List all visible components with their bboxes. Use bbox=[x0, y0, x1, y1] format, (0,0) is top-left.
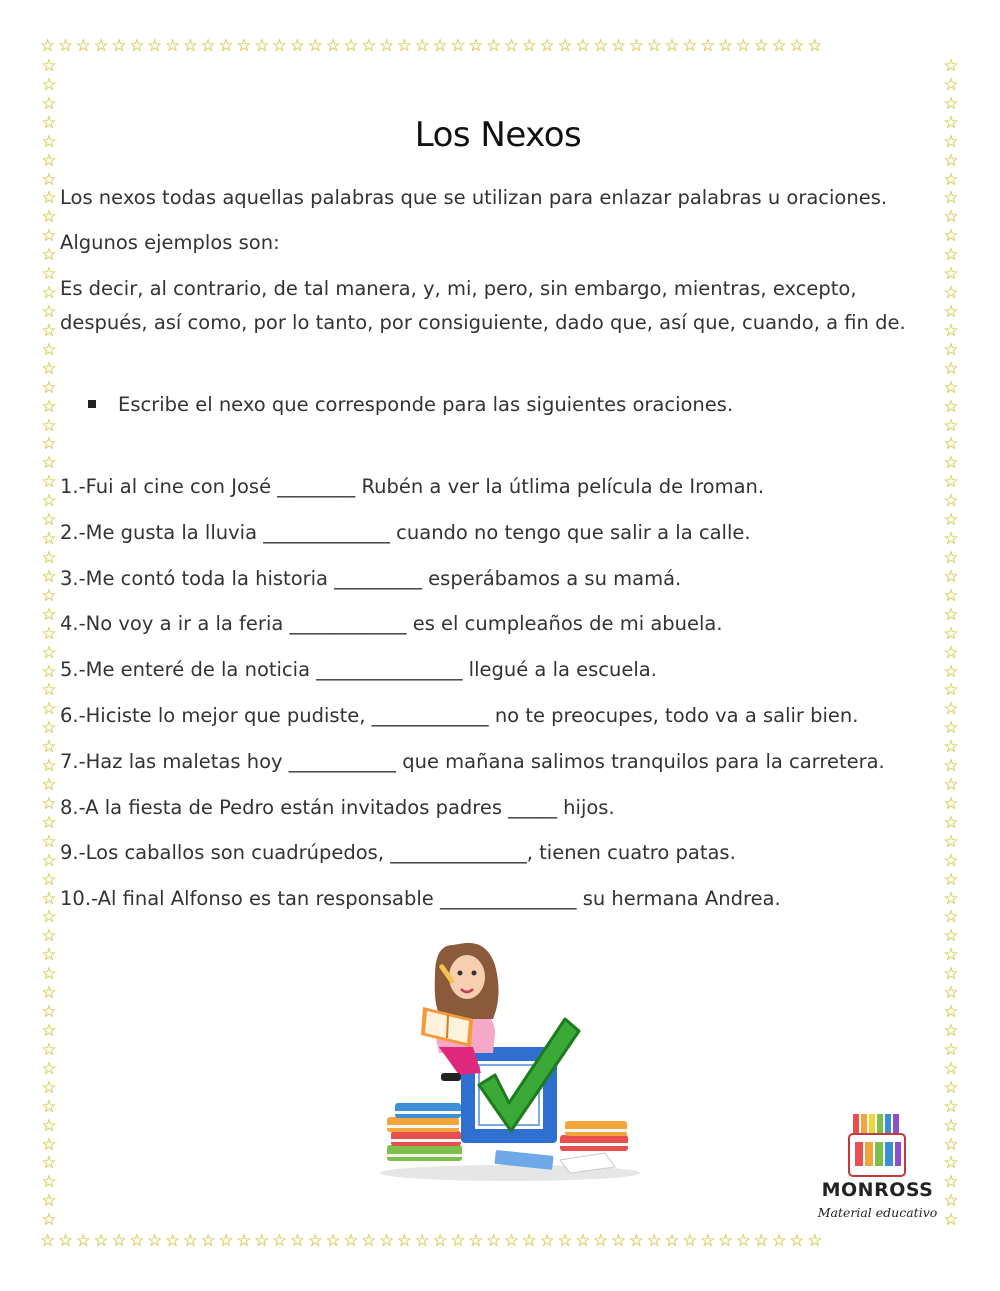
star-icon: ☆ bbox=[943, 283, 959, 304]
star-icon: ☆ bbox=[41, 377, 57, 398]
logo-subtitle: Material educativo bbox=[817, 1205, 938, 1220]
star-icon: ☆ bbox=[41, 926, 57, 947]
examples-heading: Algunos ejemplos son: bbox=[60, 231, 280, 254]
star-icon: ☆ bbox=[41, 718, 57, 739]
star-icon: ☆ bbox=[943, 699, 959, 720]
star-icon: ☆ bbox=[943, 245, 959, 266]
star-icon: ☆ bbox=[41, 1115, 57, 1136]
instruction-item bbox=[88, 393, 733, 416]
star-icon: ☆ bbox=[943, 793, 959, 814]
star-icon: ☆ bbox=[943, 850, 959, 871]
star-icon: ☆ bbox=[41, 983, 57, 1004]
star-icon: ☆ bbox=[41, 1021, 57, 1042]
star-icon: ☆ bbox=[943, 585, 959, 606]
star-icon: ☆ bbox=[943, 604, 959, 625]
star-icon: ☆ bbox=[943, 207, 959, 228]
star-icon: ☆ bbox=[943, 112, 959, 133]
sentence-item: 4.-No voy a ir a la feria ____________ es el cumpleaños de mi abuela. bbox=[60, 612, 723, 636]
star-icon: ☆ bbox=[41, 396, 57, 417]
star-icon: ☆ bbox=[41, 831, 57, 852]
star-icon: ☆ bbox=[943, 1115, 959, 1136]
star-icon: ☆ bbox=[41, 188, 57, 209]
star-icon: ☆ bbox=[943, 1058, 959, 1079]
star-icon: ☆ bbox=[943, 396, 959, 417]
star-icon: ☆ bbox=[41, 585, 57, 606]
star-icon: ☆ bbox=[943, 812, 959, 833]
star-icon: ☆ bbox=[943, 150, 959, 171]
star-icon: ☆ bbox=[41, 112, 57, 133]
star-icon: ☆ bbox=[41, 775, 57, 796]
star-icon: ☆ bbox=[41, 642, 57, 663]
star-icon: ☆ bbox=[943, 58, 959, 76]
colored-pencils-icon bbox=[815, 1112, 940, 1182]
star-icon: ☆ bbox=[41, 623, 57, 644]
star-icon: ☆ bbox=[41, 58, 57, 76]
star-icon: ☆ bbox=[943, 1096, 959, 1117]
star-icon: ☆ bbox=[41, 415, 57, 436]
star-icon: ☆ bbox=[41, 547, 57, 568]
star-icon: ☆ bbox=[41, 131, 57, 152]
star-icon: ☆ bbox=[41, 793, 57, 814]
star-icon: ☆ bbox=[943, 775, 959, 796]
star-icon: ☆ bbox=[41, 472, 57, 493]
star-icon: ☆ bbox=[943, 831, 959, 852]
star-icon: ☆ bbox=[41, 888, 57, 909]
star-icon: ☆ bbox=[943, 926, 959, 947]
star-icon: ☆ bbox=[943, 642, 959, 663]
teacher-illustration bbox=[375, 935, 645, 1185]
star-border-top: ☆☆☆☆☆☆☆☆☆☆☆☆☆☆☆☆☆☆☆☆☆☆☆☆☆☆☆☆☆☆☆☆☆☆☆☆☆☆☆☆☆☆☆☆ bbox=[40, 38, 825, 56]
star-icon: ☆ bbox=[943, 756, 959, 777]
star-icon: ☆ bbox=[943, 188, 959, 209]
star-icon: ☆ bbox=[943, 1077, 959, 1098]
star-icon: ☆ bbox=[41, 945, 57, 966]
star-icon: ☆ bbox=[41, 207, 57, 228]
star-icon: ☆ bbox=[943, 472, 959, 493]
star-icon: ☆ bbox=[943, 869, 959, 890]
sentence-item: 7.-Haz las maletas hoy ___________ que mañana salimos tranquilos para la carretera. bbox=[60, 749, 885, 773]
star-icon: ☆ bbox=[41, 226, 57, 247]
star-icon: ☆ bbox=[943, 566, 959, 587]
star-icon: ☆ bbox=[41, 1134, 57, 1155]
star-icon: ☆ bbox=[41, 964, 57, 985]
sentence-item: 5.-Me enteré de la noticia _______________ llegué a la escuela. bbox=[60, 658, 657, 682]
star-icon: ☆ bbox=[41, 453, 57, 474]
star-icon: ☆ bbox=[943, 945, 959, 966]
star-icon: ☆ bbox=[41, 491, 57, 512]
star-icon: ☆ bbox=[41, 283, 57, 304]
star-icon: ☆ bbox=[943, 964, 959, 985]
star-icon: ☆ bbox=[41, 737, 57, 758]
star-icon: ☆ bbox=[943, 377, 959, 398]
star-icon: ☆ bbox=[41, 907, 57, 928]
star-icon: ☆ bbox=[41, 604, 57, 625]
sentence-item: 1.-Fui al cine con José ________ Rubén a ver la útlima película de Iroman. bbox=[60, 475, 765, 498]
sentence-item: 3.-Me contó toda la historia _________ esperábamos a su mamá. bbox=[60, 566, 682, 590]
star-icon: ☆ bbox=[41, 358, 57, 379]
sentence-list bbox=[60, 470, 940, 928]
star-icon: ☆ bbox=[943, 1002, 959, 1023]
star-icon: ☆ bbox=[41, 850, 57, 871]
star-icon: ☆ bbox=[41, 301, 57, 322]
star-icon: ☆ bbox=[41, 1191, 57, 1212]
star-icon: ☆ bbox=[41, 566, 57, 587]
instruction-text: Escribe el nexo que corresponde para las siguientes oraciones. bbox=[118, 393, 734, 416]
star-icon: ☆ bbox=[41, 150, 57, 171]
star-icon: ☆ bbox=[943, 491, 959, 512]
star-icon: ☆ bbox=[41, 756, 57, 777]
star-icon: ☆ bbox=[943, 1039, 959, 1060]
sentence-item: 6.-Hiciste lo mejor que pudiste, ____________ no te preocupes, todo va a salir bien. bbox=[60, 703, 859, 727]
star-icon: ☆ bbox=[41, 1002, 57, 1023]
examples-list: Es decir, al contrario, de tal manera, y, mi, pero, sin embargo, mientras, excepto, después, así como, por lo tanto, por consiguiente, dado que, así que, cuando, a fin de. bbox=[60, 277, 906, 334]
star-icon: ☆ bbox=[41, 245, 57, 266]
star-icon: ☆ bbox=[943, 1134, 959, 1155]
star-border-right bbox=[941, 58, 961, 1230]
star-icon: ☆ bbox=[41, 264, 57, 285]
star-icon: ☆ bbox=[943, 680, 959, 701]
star-icon: ☆ bbox=[943, 339, 959, 360]
star-icon: ☆ bbox=[943, 1191, 959, 1212]
star-icon: ☆ bbox=[41, 320, 57, 341]
star-icon: ☆ bbox=[943, 983, 959, 1004]
sentence-item: 8.-A la fiesta de Pedro están invitados padres _____ hijos. bbox=[60, 795, 615, 819]
star-icon: ☆ bbox=[943, 1172, 959, 1193]
star-icon: ☆ bbox=[943, 453, 959, 474]
star-icon: ☆ bbox=[943, 1153, 959, 1174]
star-icon: ☆ bbox=[41, 680, 57, 701]
star-icon: ☆ bbox=[943, 888, 959, 909]
star-icon: ☆ bbox=[943, 131, 959, 152]
star-icon: ☆ bbox=[943, 1210, 959, 1230]
star-icon: ☆ bbox=[41, 339, 57, 360]
page-title: Los Nexos bbox=[414, 115, 582, 155]
star-icon: ☆ bbox=[41, 510, 57, 531]
star-icon: ☆ bbox=[943, 434, 959, 455]
sentence-item: 10.-Al final Alfonso es tan responsable ______________ su hermana Andrea. bbox=[60, 887, 781, 911]
star-border-left bbox=[39, 58, 59, 1230]
star-icon: ☆ bbox=[41, 699, 57, 720]
star-icon: ☆ bbox=[943, 226, 959, 247]
star-icon: ☆ bbox=[943, 74, 959, 95]
star-icon: ☆ bbox=[41, 1210, 57, 1230]
star-icon: ☆ bbox=[943, 737, 959, 758]
left-book-stack bbox=[387, 1103, 462, 1161]
star-icon: ☆ bbox=[943, 264, 959, 285]
star-icon: ☆ bbox=[41, 169, 57, 190]
star-icon: ☆ bbox=[943, 623, 959, 644]
star-icon: ☆ bbox=[943, 510, 959, 531]
star-icon: ☆ bbox=[41, 1153, 57, 1174]
star-icon: ☆ bbox=[41, 434, 57, 455]
star-icon: ☆ bbox=[41, 1039, 57, 1060]
star-icon: ☆ bbox=[943, 547, 959, 568]
star-icon: ☆ bbox=[943, 529, 959, 550]
star-icon: ☆ bbox=[41, 529, 57, 550]
star-icon: ☆ bbox=[943, 169, 959, 190]
star-icon: ☆ bbox=[41, 812, 57, 833]
intro-paragraph: Los nexos todas aquellas palabras que se utilizan para enlazar palabras u oraciones. bbox=[60, 186, 888, 209]
star-icon: ☆ bbox=[41, 1172, 57, 1193]
star-icon: ☆ bbox=[41, 1058, 57, 1079]
star-icon: ☆ bbox=[943, 93, 959, 114]
star-icon: ☆ bbox=[41, 1096, 57, 1117]
star-icon: ☆ bbox=[41, 74, 57, 95]
star-icon: ☆ bbox=[943, 907, 959, 928]
brand-logo bbox=[815, 1112, 940, 1227]
right-book-stack bbox=[560, 1121, 628, 1151]
star-icon: ☆ bbox=[943, 301, 959, 322]
star-icon: ☆ bbox=[943, 358, 959, 379]
star-icon: ☆ bbox=[943, 1021, 959, 1042]
star-icon: ☆ bbox=[41, 661, 57, 682]
star-icon: ☆ bbox=[41, 1077, 57, 1098]
sentence-item: 9.-Los caballos son cuadrúpedos, ______________, tienen cuatro patas. bbox=[60, 841, 736, 865]
star-icon: ☆ bbox=[41, 869, 57, 890]
bullet-icon bbox=[88, 400, 96, 408]
star-icon: ☆ bbox=[943, 415, 959, 436]
sentence-item: 2.-Me gusta la lluvia _____________ cuando no tengo que salir a la calle. bbox=[60, 520, 751, 544]
logo-name: MONROSS bbox=[821, 1179, 934, 1201]
star-icon: ☆ bbox=[943, 320, 959, 341]
star-border-bottom: ☆☆☆☆☆☆☆☆☆☆☆☆☆☆☆☆☆☆☆☆☆☆☆☆☆☆☆☆☆☆☆☆☆☆☆☆☆☆☆☆☆☆☆☆ bbox=[40, 1233, 825, 1251]
star-icon: ☆ bbox=[41, 93, 57, 114]
star-icon: ☆ bbox=[943, 661, 959, 682]
star-icon: ☆ bbox=[943, 718, 959, 739]
